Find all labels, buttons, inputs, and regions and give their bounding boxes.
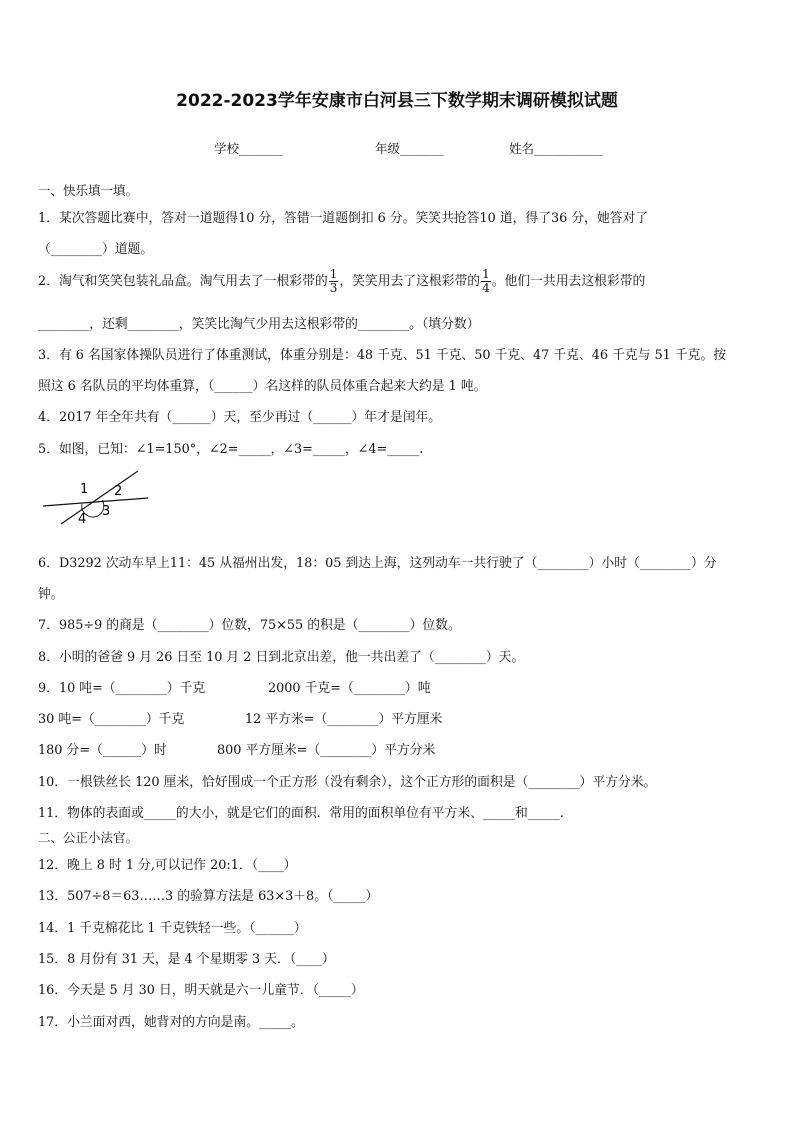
- question-1-line-2: （________）道题。: [38, 242, 154, 257]
- fraction-one-fourth: [481, 268, 491, 295]
- angle-label-3: 3: [102, 504, 111, 519]
- section-heading-1: 一、快乐填一填。: [38, 183, 139, 198]
- question-9-item-2: 2000 千克=（________）吨: [268, 681, 431, 696]
- horizontal-line: [43, 498, 148, 506]
- question-4: 4．2017 年全年共有（______）天，至少再过（______）年才是闰年。: [38, 410, 442, 425]
- fraction-one-third: [329, 268, 339, 295]
- question-1-line-1: 1．某次答题比赛中，答对一道题得10 分，答错一道题倒扣 6 分。笑笑共抢答10 道，得了36 分，她答对了: [38, 211, 649, 226]
- question-17: 17．小兰面对西，她背对的方向是南。_____。: [38, 1015, 304, 1030]
- question-2-line-1: [38, 268, 645, 295]
- question-9-item-5: 180 分=（______）时: [38, 743, 167, 758]
- question-13: 13．507÷8＝63……3 的验算方法是 63×3＋8。（_____）: [38, 889, 379, 904]
- question-9-item-1: 9．10 吨=（________）千克: [38, 681, 206, 696]
- question-16: 16．今天是 5 月 30 日，明天就是六一儿童节．（_____）: [38, 983, 364, 998]
- fraction-denominator: 4: [482, 281, 490, 295]
- question-11: 11．物体的表面或_____的大小，就是它们的面积．常用的面积单位有平方米、_____和_____.: [38, 806, 564, 821]
- question-9-item-3: 30 吨=（________）千克: [38, 712, 185, 727]
- question-10: 10．一根铁丝长 120 厘米，恰好围成一个正方形（没有剩余），这个正方形的面积是（________）平方分米。: [38, 775, 657, 790]
- question-2-line-2: ________，还剩________，笑笑比淘气少用去这根彩带的________。（填分数）: [38, 317, 480, 332]
- question-2-text-b: ，笑笑用去了这根彩带的: [339, 274, 481, 289]
- question-5: 5．如图，已知：∠1=150°，∠2=_____，∠3=_____，∠4=_____.: [38, 442, 424, 457]
- angle-label-1: 1: [80, 482, 89, 497]
- grade-field: 年级_______: [375, 141, 444, 156]
- question-3-line-1: 3．有 6 名国家体操队员进行了体重测试，体重分别是：48 千克、51 千克、50 千克、47 千克、46 千克与 51 千克。按: [38, 348, 727, 363]
- diagonal-line: [61, 471, 138, 524]
- question-6-line-1: 6．D3292 次动车早上11：45 从福州出发，18：05 到达上海，这列动车一共行驶了（________）小时（________）分: [38, 556, 717, 571]
- question-14: 14．1 千克棉花比 1 千克铁轻一些。（______）: [38, 921, 307, 936]
- fraction-numerator: 1: [329, 267, 338, 281]
- angle-label-2: 2: [114, 484, 123, 499]
- question-2-text-a: 2．淘气和笑笑包装礼品盒。淘气用去了一根彩带的: [38, 274, 328, 289]
- question-6-line-2: 钟。: [38, 587, 64, 602]
- section-heading-2: 二、公正小法官。: [38, 830, 139, 845]
- question-7: 7．985÷9 的商是（________）位数，75×55 的积是（________）位数。: [38, 618, 461, 633]
- question-3-line-2: 照这 6 名队员的平均体重算，（______）名这样的队员体重合起来大约是 1 吨。: [38, 379, 487, 394]
- question-9-item-4: 12 平方米=（________）平方厘米: [245, 712, 443, 727]
- question-8: 8．小明的爸爸 9 月 26 日至 10 月 2 日到北京出差，他一共出差了（________）天。: [38, 650, 525, 665]
- school-field: 学校_______: [214, 141, 283, 156]
- question-9-item-6: 800 平方厘米=（________）平方分米: [217, 743, 436, 758]
- angle-label-4: 4: [78, 512, 87, 527]
- name-field: 姓名___________: [509, 141, 603, 156]
- question-12: 12．晚上 8 时 1 分,可以记作 20:1．（____）: [38, 858, 297, 873]
- fraction-numerator: 1: [482, 267, 490, 281]
- fraction-denominator: 3: [329, 281, 338, 295]
- page-title: 2022-2023学年安康市白河县三下数学期末调研模拟试题: [176, 91, 618, 111]
- question-15: 15．8 月份有 31 天，是 4 个星期零 3 天．（____）: [38, 952, 335, 967]
- angle-figure: [38, 466, 153, 528]
- question-2-text-c: 。他们一共用去这根彩带的: [491, 274, 646, 289]
